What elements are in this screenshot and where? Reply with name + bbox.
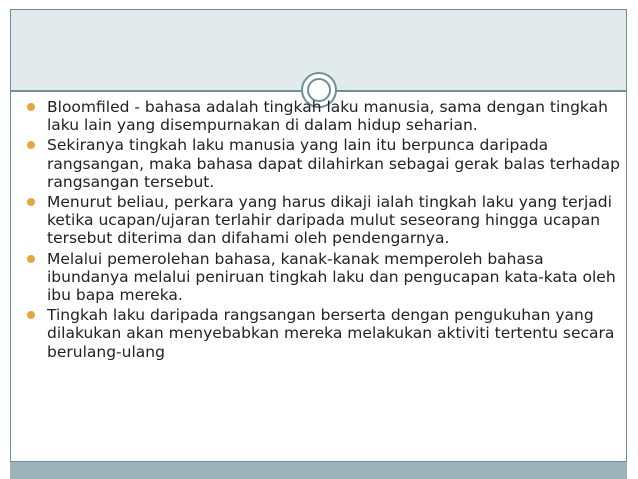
bullet-text: Tingkah laku daripada rangsangan berserta dengan pengukuhan yang dilakukan akan menyebabkan mereka melakukan aktiviti tertentu secara berulang-ulang — [47, 306, 615, 361]
bullet-item — [24, 250, 620, 305]
bullet-icon — [27, 198, 35, 206]
bullet-item — [24, 193, 620, 248]
bullet-text: Bloomfiled - bahasa adalah tingkah laku manusia, sama dengan tingkah laku lain yang disempurnakan di dalam hidup seharian. — [47, 98, 608, 135]
bullet-icon — [27, 255, 35, 263]
bullet-item — [24, 306, 620, 361]
bullet-item — [24, 98, 620, 134]
bullet-icon — [27, 103, 35, 111]
bottom-band — [10, 462, 627, 479]
bullet-list — [24, 98, 620, 363]
bullet-text: Menurut beliau, perkara yang harus dikaji ialah tingkah laku yang terjadi ketika ucapan/ujaran terlahir daripada mulut seseorang hingga ucapan tersebut diterima dan difahami oleh pendengarnya. — [47, 193, 612, 248]
bullet-item — [24, 136, 620, 191]
bullet-text: Sekiranya tingkah laku manusia yang lain itu berpunca daripada rangsangan, maka bahasa dapat dilahirkan sebagai gerak balas terhadap rangsangan tersebut. — [47, 136, 620, 191]
bullet-text: Melalui pemerolehan bahasa, kanak-kanak memperoleh bahasa ibundanya melalui peniruan tingkah laku dan pengucapan kata-kata oleh ibu bapa mereka. — [47, 249, 616, 305]
bullet-icon — [27, 311, 35, 319]
bullet-icon — [27, 141, 35, 149]
